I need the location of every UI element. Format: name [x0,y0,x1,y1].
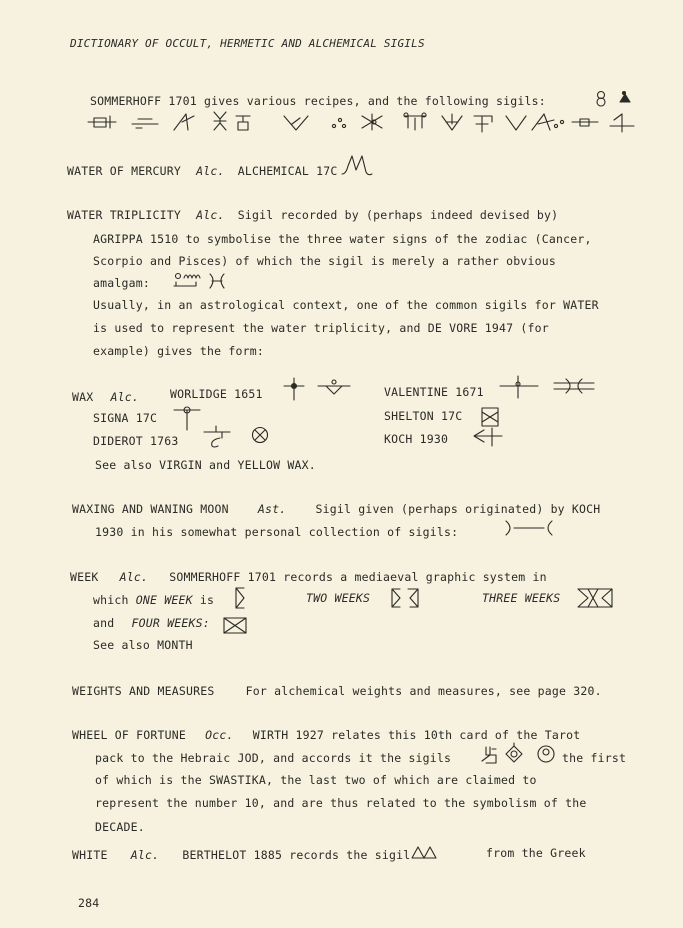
week-line3 [93,616,210,630]
term: WHITE [72,848,108,862]
wax-shelton: SHELTON 17C [384,409,463,423]
three-weeks-sigil [576,585,616,611]
which: which [93,593,129,607]
and: and [93,616,115,630]
entry-week [70,570,547,584]
running-header: DICTIONARY OF OCCULT, HERMETIC AND ALCHEMICAL SIGILS [70,37,425,50]
three-weeks-label: THREE WEEKS [482,591,561,605]
wax-valentine-sigils [498,374,598,400]
tag: Alc. [130,848,160,862]
water-triplicity-line4: amalgam: [93,276,150,290]
two-weeks-sigil [388,585,424,611]
two-weeks-label: TWO WEEKS [306,591,371,605]
week-see-also: See also MONTH [93,638,193,652]
sommerhoff-line: SOMMERHOFF 1701 gives various recipes, and the following sigils: [90,94,546,108]
entry-water-of-mercury [67,164,337,178]
water-triplicity-line6: is used to represent the water triplicity, and DE VORE 1947 (for [93,321,549,335]
text: Sigil given (perhaps originated) by KOCH [315,502,601,516]
waxing-line2: 1930 in his somewhat personal collection of sigils: [95,525,459,539]
text: BERTHELOT 1885 records the sigil [182,848,411,862]
text: Sigil recorded by (perhaps indeed devised by) [237,208,559,222]
sommerhoff-sigils-row [88,110,640,136]
text: WIRTH 1927 relates this 10th card of the Tarot [252,728,581,742]
page-number: 284 [78,896,100,910]
tag: Alc. [119,570,149,584]
tag: Occ. [205,728,234,742]
source: ALCHEMICAL 17C [237,164,338,178]
wax-diderot-sigils [200,422,276,450]
tag: Alc. [196,164,225,178]
wheel-line4: represent the number 10, and are thus related to the symbolism of the [95,796,587,810]
water-triplicity-line2: AGRIPPA 1510 to symbolise the three water signs of the zodiac (Cancer, [93,232,592,246]
term: WAXING AND WANING MOON [72,502,229,516]
four-weeks-sigil [222,614,252,636]
wheel-line3: of which is the SWASTIKA, the last two of which are claimed to [95,773,537,787]
one-week-sigil [232,586,250,612]
wax-worlidge-sigils [282,376,354,402]
is: is [199,593,215,607]
term: WEIGHTS AND MEASURES [72,684,215,698]
water-of-mercury-sigil [340,154,376,178]
wax-koch: KOCH 1930 [384,432,449,446]
wax-diderot: DIDEROT 1763 [93,434,179,448]
wheel-sigils [480,743,560,767]
wax-signa: SIGNA 17C [93,411,158,425]
text: For alchemical weights and measures, see page 320. [245,684,602,698]
wheel-line2b: the first [562,751,627,765]
week-line2 [93,593,214,607]
wax-koch-sigil [470,426,506,448]
four-weeks: FOUR WEEKS: [131,616,210,630]
term: WHEEL OF FORTUNE [72,728,186,742]
white-sigil [410,844,438,860]
white-line1b: from the Greek [486,846,586,860]
wheel-line2a: pack to the Hebraic JOD, and accords it the sigils [95,751,452,765]
entry-white [72,848,410,862]
entry-weights-measures [72,684,602,698]
term: WATER TRIPLICITY [67,208,181,222]
tag: Alc. [110,390,139,404]
term: WATER OF MERCURY [67,164,181,178]
water-triplicity-sigil [172,268,236,290]
term: WEEK [70,570,99,584]
water-triplicity-line3: Scorpio and Pisces) of which the sigil is merely a rather obvious [93,254,557,268]
wax-valentine: VALENTINE 1671 [384,385,484,399]
text: SOMMERHOFF 1701 records a mediaeval graphic system in [169,570,547,584]
term: WAX [72,390,94,404]
one-week: ONE WEEK [135,593,193,607]
tag: Alc. [196,208,225,222]
entry-wheel-of-fortune [72,728,580,742]
wheel-line5: DECADE. [95,820,145,834]
water-triplicity-line5: Usually, in an astrological context, one of the common sigils for WATER [93,298,599,312]
entry-wax [72,390,139,404]
wax-see-also: See also VIRGIN and YELLOW WAX. [95,458,316,472]
wax-worlidge: WORLIDGE 1651 [170,387,263,401]
entry-waxing-waning-moon [72,502,600,516]
wax-shelton-sigil [478,406,504,428]
entry-water-triplicity [67,208,558,222]
tag: Ast. [257,502,287,516]
water-triplicity-line7: example) gives the form: [93,344,264,358]
waxing-moon-sigil [504,518,556,538]
sommerhoff-sigils-head [596,90,636,108]
